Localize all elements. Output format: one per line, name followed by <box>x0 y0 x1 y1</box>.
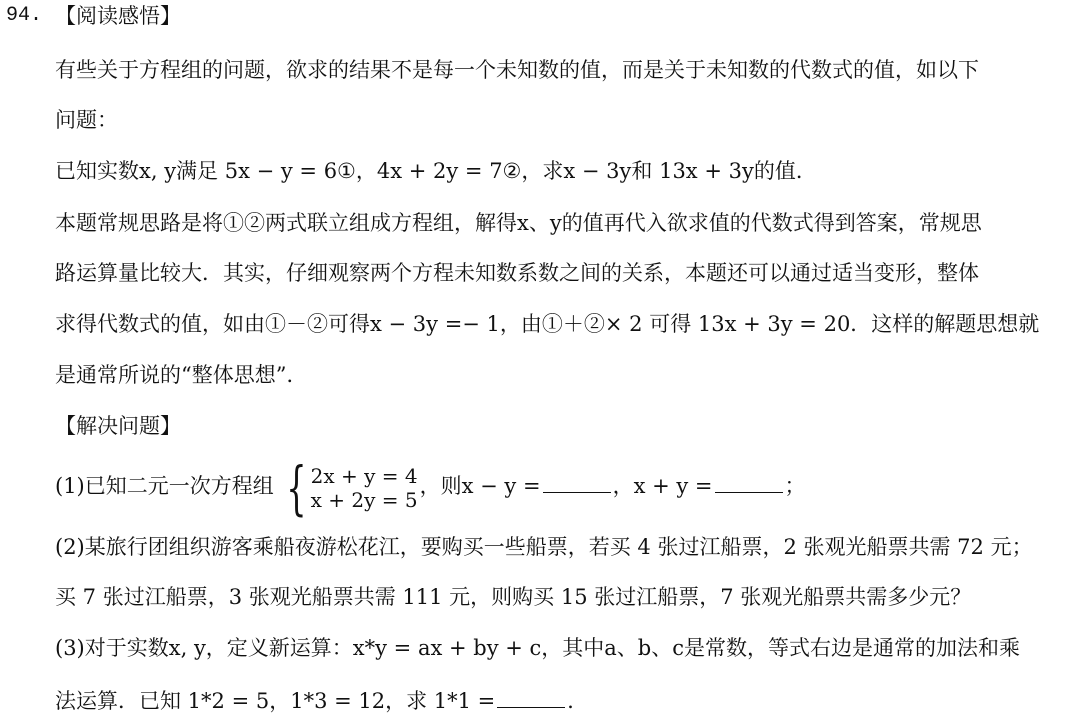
question-2-line-1: (2)某旅行团组织游客乘船夜游松花江，要购买一些船票，若买 4 张过江船票，2 张观光船票共需 72 元； <box>55 535 1033 559</box>
intro-line-2: 问题： <box>55 108 118 132</box>
question-3-line-1: (3)对于实数x, y，定义新运算：x*y = ax + by + c，其中a、b、c是常数，等式右边是通常的加法和乘 <box>55 636 1021 660</box>
answer-blank-2[interactable] <box>715 470 783 493</box>
question-2-line-2: 买 7 张过江船票，3 张观光船票共需 111 元，则购买 15 张过江船票，7 张观光船票共需多少元？ <box>55 585 972 609</box>
q1-mid: ，则x − y = <box>419 474 541 498</box>
answer-blank-1[interactable] <box>543 470 611 493</box>
problem-number: 94. <box>6 4 43 27</box>
explanation-line-4: 是通常所说的“整体思想”． <box>55 363 308 387</box>
equation-system <box>278 453 418 522</box>
question-3-line-2 <box>55 685 588 715</box>
problem-title: 【阅读感悟】 <box>55 4 181 28</box>
q1-equation-1: 2x + y = 4 <box>310 463 418 488</box>
explanation-line-1: 本题常规思路是将①②两式联立组成方程组，解得x、y的值再代入欲求值的代数式得到答案，常规思 <box>55 211 982 235</box>
explanation-line-2: 路运算量比较大．其实，仔细观察两个方程未知数系数之间的关系，本题还可以通过适当变形，整体 <box>55 261 979 285</box>
q1-equation-2: x + 2y = 5 <box>310 487 418 512</box>
question-1 <box>55 453 806 522</box>
q1-end: ； <box>784 474 806 498</box>
intro-line-1: 有些关于方程组的问题，欲求的结果不是每一个未知数的值，而是关于未知数的代数式的值，如以下 <box>55 58 979 82</box>
q3-line2-end: ． <box>567 689 589 713</box>
brace-icon: { <box>286 453 307 522</box>
q1-prefix: (1)已知二元一次方程组 <box>55 474 274 498</box>
q1-mid2: ，x + y = <box>612 474 713 498</box>
answer-blank-3[interactable] <box>497 685 565 708</box>
section-heading: 【解决问题】 <box>55 414 181 438</box>
given-statement: 已知实数x, y满足 5x − y = 6①，4x + 2y = 7②，求x − 3y和 13x + 3y的值． <box>55 159 817 183</box>
q3-line2-prefix: 法运算．已知 1*2 = 5，1*3 = 12，求 1*1 = <box>55 689 496 713</box>
explanation-line-3: 求得代数式的值，如由①－②可得x − 3y =− 1，由①＋②× 2 可得 13x + 3y = 20．这样的解题思想就 <box>55 312 1040 336</box>
